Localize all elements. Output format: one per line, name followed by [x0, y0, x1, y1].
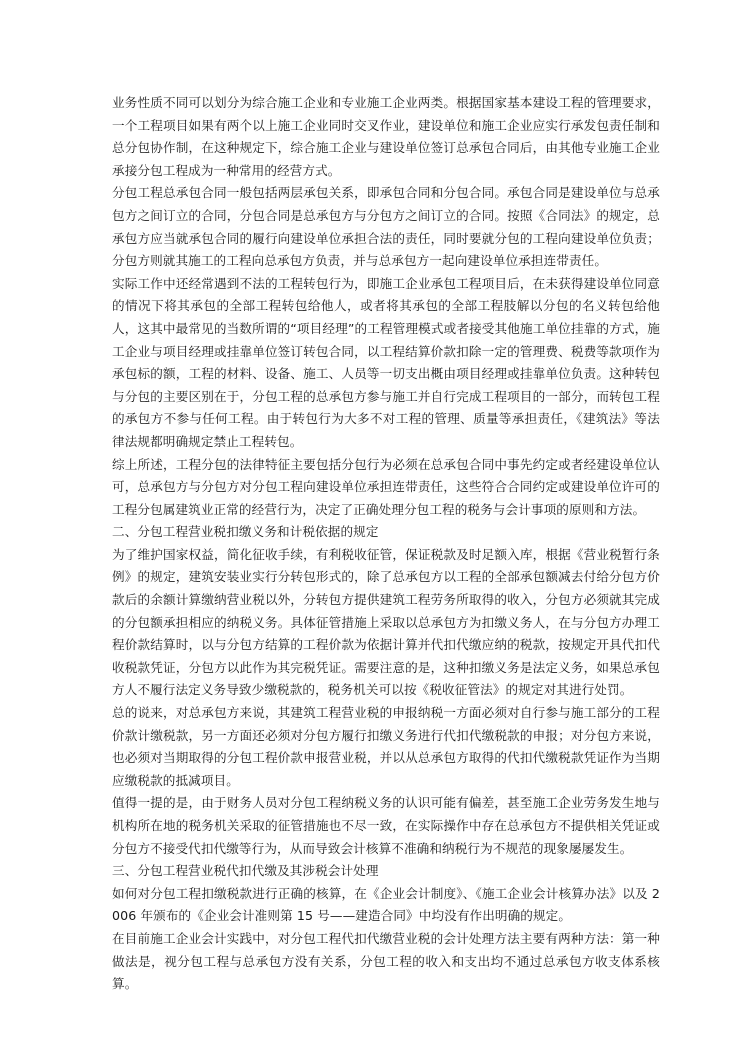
paragraph-7: 值得一提的是，由于财务人员对分包工程纳税义务的认识可能有偏差，甚至施工企业劳务发生地与机构所在地的税务机关采取的征管措施也不尽一致，在实际操作中存在总承包方不提供相关凭证或分包方不接受代扣代缴等行为，从而导致会计核算不准确和纳税行为不规范的现象屡屡发生。	[112, 795, 660, 856]
paragraph-3: 实际工作中还经常遇到不法的工程转包行为，即施工企业承包工程项目后，在未获得建设单位同意的情况下将其承包的全部工程转包给他人，或者将其承包的全部工程肢解以分包的名义转包给他人，这其中最常见的当数所谓的“项目经理”的工程管理模式或者接受其他施工单位挂靠的方式，施工企业与项目经理或挂靠单位签订转包合同，以工程结算价款扣除一定的管理费、税费等款项作为承包标的额，工程的材料、设备、施工、人员等一切支出概由项目经理或挂靠单位负责。这种转包与分包的主要区别在于，分包工程的总承包方参与施工并自行完成工程项目的一部分，而转包工程的承包方不参与任何工程。由于转包行为大多不对工程的管理、质量等承担责任，《建筑法》等法律法规都明确规定禁止工程转包。	[112, 275, 660, 449]
paragraph-8: 如何对分包工程扣缴税款进行正确的核算，在《企业会计制度》、《施工企业会计核算办法》以及 2006 年颁布的《企业会计准则第 15 号——建造合同》中均没有作出明确的规定。	[112, 885, 660, 924]
paragraph-4: 综上所述，工程分包的法律特征主要包括分包行为必须在总承包合同中事先约定或者经建设单位认可，总承包方与分包方对分包工程向建设单位承担连带责任，这些符合合同约定或建设单位许可的工程分包属建筑业正常的经营行为，决定了正确处理分包工程的税务与会计事项的原则和方法。	[112, 456, 660, 517]
document-page	[112, 92, 660, 996]
paragraph-9: 在目前施工企业会计实践中，对分包工程代扣代缴营业税的会计处理方法主要有两种方法：第一种做法是，视分包工程与总承包方没有关系，分包工程的收入和支出均不通过总承包方收支体系核算。	[112, 930, 660, 992]
section-heading-3: 三、分包工程营业税代扣代缴及其涉税会计处理	[112, 863, 379, 879]
paragraph-2: 分包工程总承包合同一般包括两层承包关系，即承包合同和分包合同。承包合同是建设单位与总承包方之间订立的合同，分包合同是总承包方与分包方之间订立的合同。按照《合同法》的规定，总承包方应当就承包合同的履行向建设单位承担合法的责任，同时要就分包的工程向建设单位负责；分包方则就其施工的工程向总承包方负责，并与总承包方一起向建设单位承担连带责任。	[112, 185, 660, 269]
paragraph-6: 总的说来，对总承包方来说，其建筑工程营业税的申报纳税一方面必须对自行参与施工部分的工程价款计缴税款，另一方面还必须对分包方履行扣缴义务进行代扣代缴税款的申报；对分包方来说，也必须对当期取得的分包工程价款申报营业税，并以从总承包方取得的代扣代缴税款凭证作为当期应缴税款的抵减项目。	[112, 705, 660, 788]
section-heading-2: 二、分包工程营业税扣缴义务和计税依据的规定	[112, 524, 379, 540]
paragraph-1: 业务性质不同可以划分为综合施工企业和专业施工企业两类。根据国家基本建设工程的管理要求，一个工程项目如果有两个以上施工企业同时交叉作业，建设单位和施工企业应实行承发包责任制和总分包协作制，在这种规定下，综合施工企业与建设单位签订总承包合同后，由其他专业施工企业承接分包工程成为一种常用的经营方式。	[112, 95, 660, 178]
paragraph-5: 为了维护国家权益，简化征收手续，有利税收征管，保证税款及时足额入库，根据《营业税暂行条例》的规定，建筑安装业实行分转包形式的，除了总承包方以工程的全部承包额减去付给分包方价款后的余额计算缴纳营业税以外，分转包方提供建筑工程劳务所取得的收入，分包方必须就其完成的分包额承担相应的纳税义务。具体征管措施上采取以总承包方为扣缴义务人，在与分包方办理工程价款结算时，以与分包方结算的工程价款为依据计算并代扣代缴应纳的税款，按规定开具代扣代收税款凭证，分包方以此作为其完税凭证。需要注意的是，这种扣缴义务是法定义务，如果总承包方人不履行法定义务导致少缴税款的，税务机关可以按《税收征管法》的规定对其进行处罚。	[112, 546, 660, 698]
